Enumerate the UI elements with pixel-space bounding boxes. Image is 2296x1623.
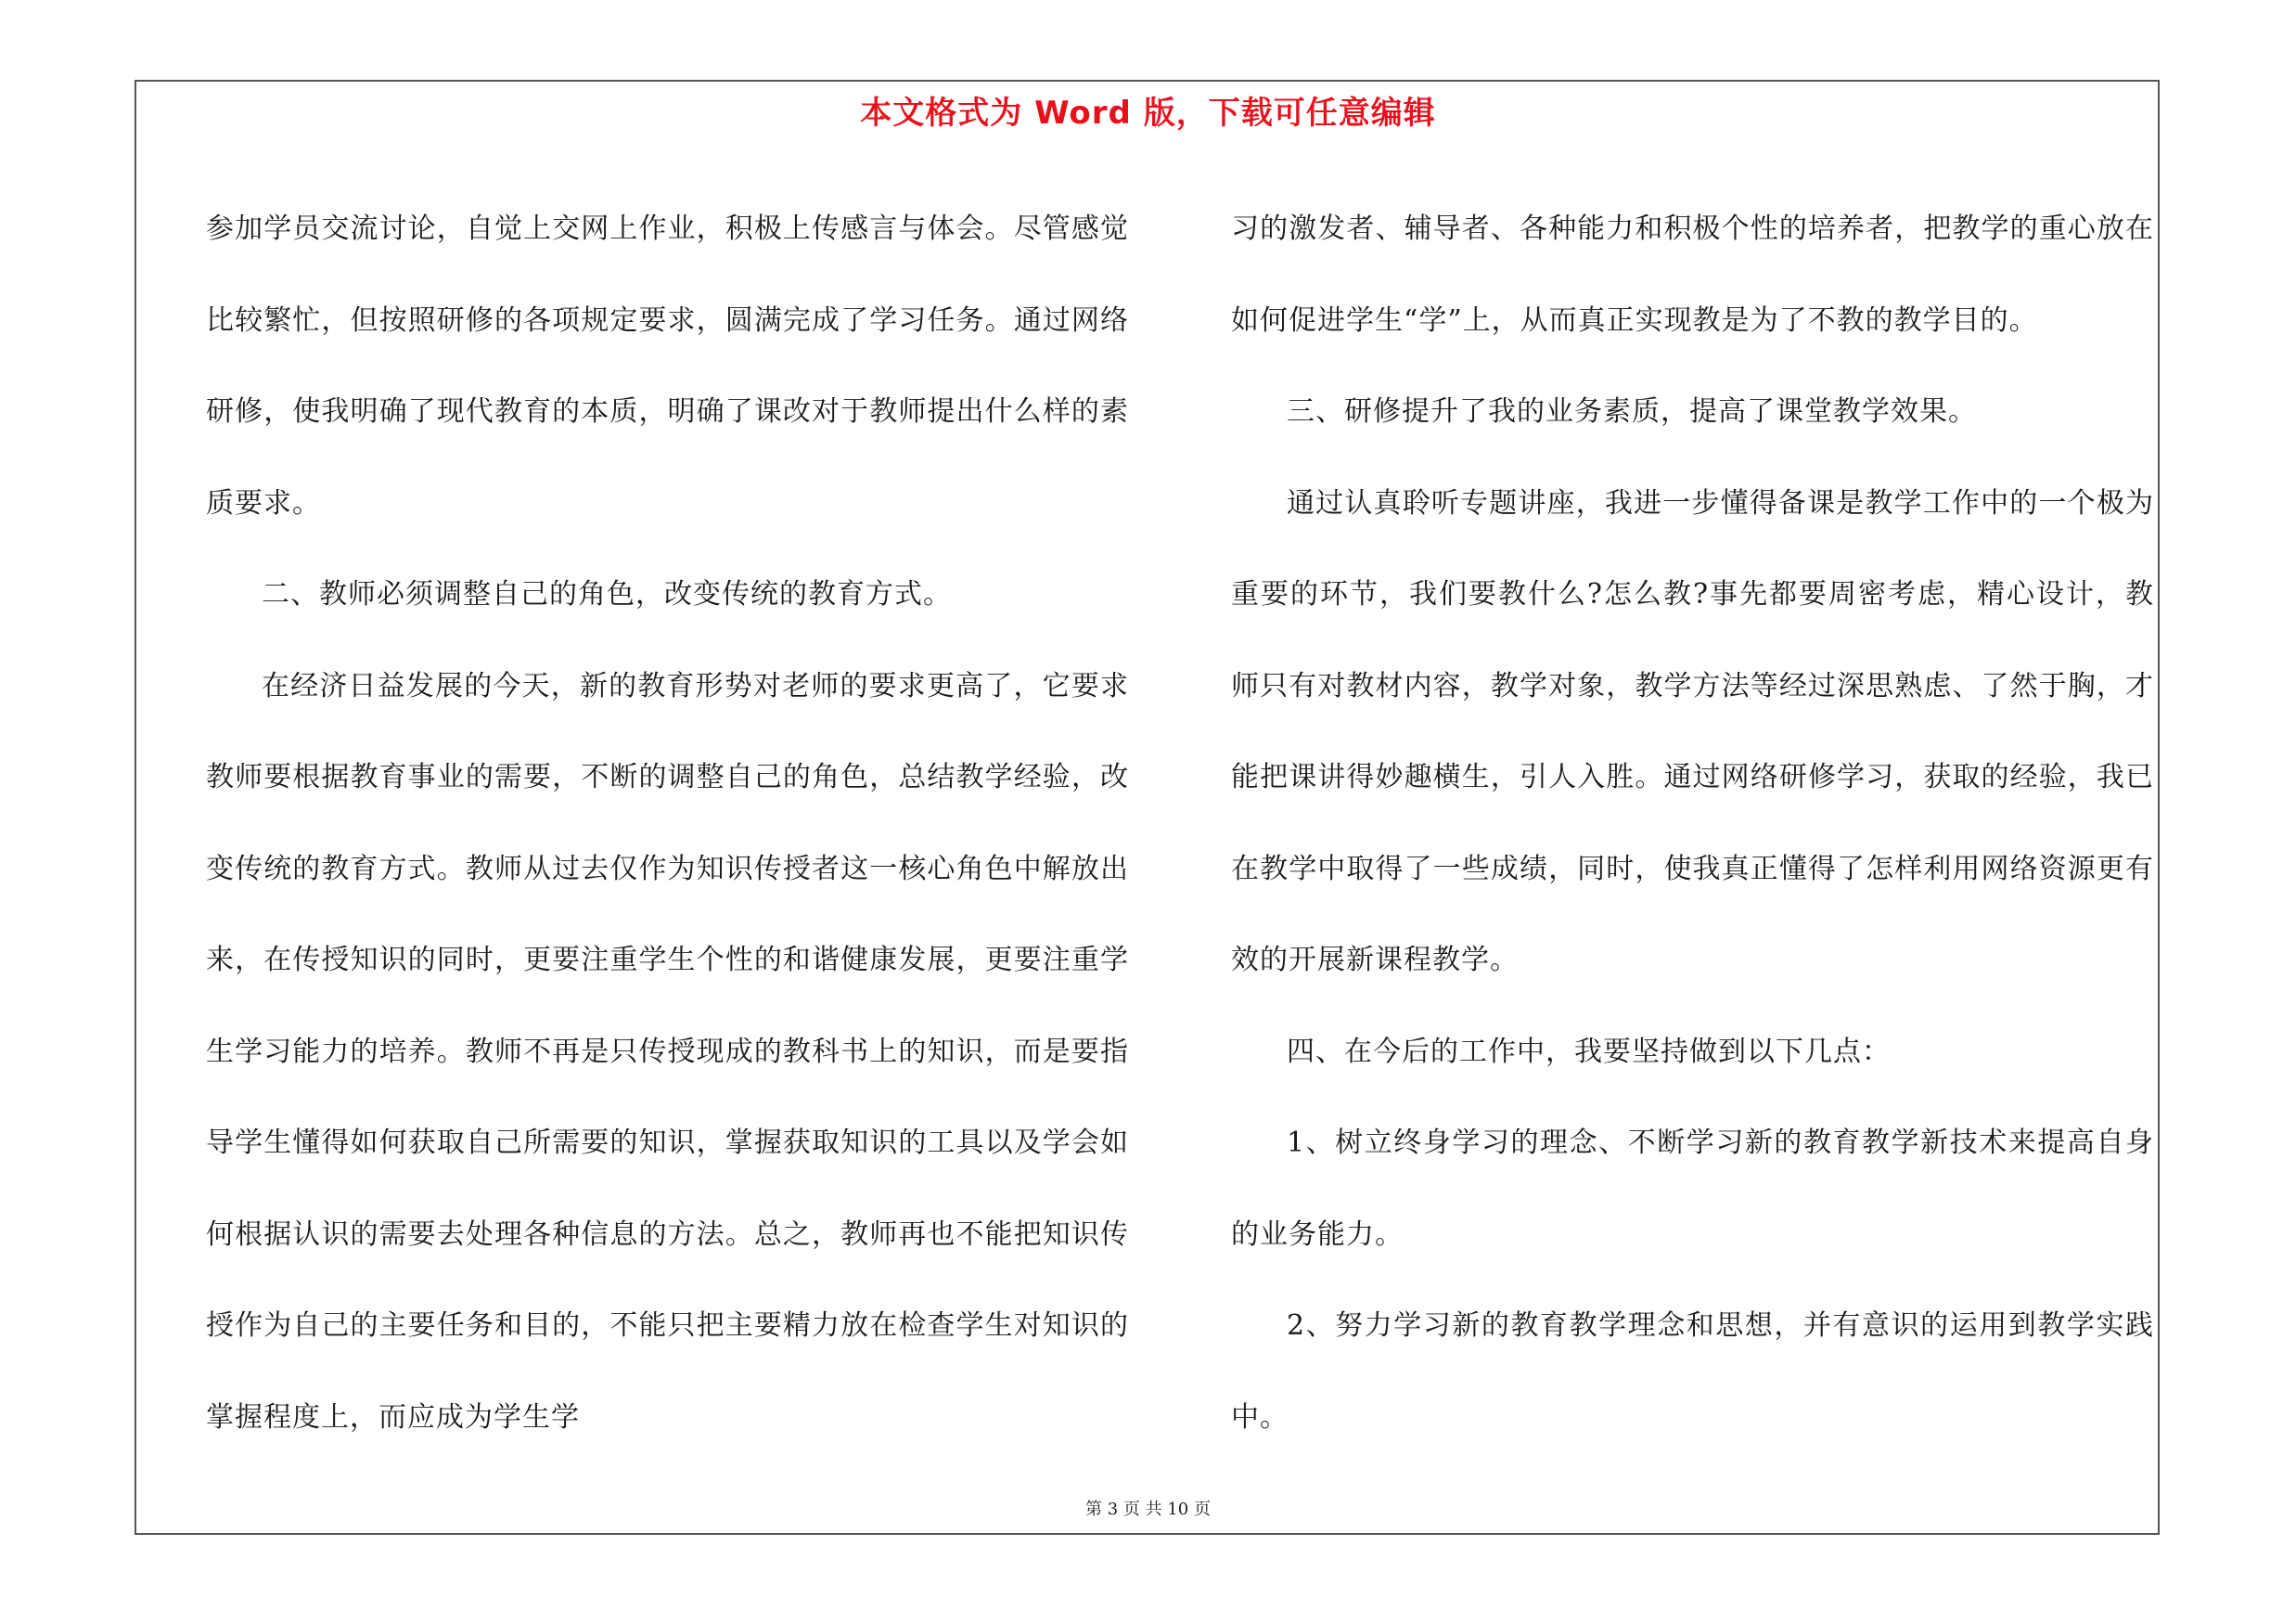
list-item: 2、努力学习新的教育教学理念和思想，并有意识的运用到教学实践中。 (1231, 1309, 2154, 1434)
section-heading: 三、研修提升了我的业务素质，提高了课堂教学效果。 (1287, 395, 1977, 428)
paragraph: 在经济日益发展的今天，新的教育形势对老师的要求更高了，它要求教师要根据教育事业的需要，不断的调整自己的角色，总结教学经验，改变传统的教育方式。教师从过去仅作为知识传授者这一核心角色中解放出来，在传授知识的同时，更要注重学生个性的和谐健康发展，更要注重学生学习能力的培养。教师不再是只传授现成的教科书上的知识，而是要指导学生懂得如何获取自己所需要的知识，掌握获取知识的工具以及学会如何根据认识的需要去处理各种信息的方法。总之，教师再也不能把知识传授作为自己的主要任务和目的，不能只把主要精力放在检查学生对知识的掌握程度上，而应成为学生学 (206, 669, 1129, 1434)
page-number: 第 3 页 共 10 页 (1085, 1500, 1211, 1519)
paragraph: 参加学员交流讨论，自觉上交网上作业，积极上传感言与体会。尽管感觉比较繁忙，但按照研修的各项规定要求，圆满完成了学习任务。通过网络研修，使我明确了现代教育的本质，明确了课改对于教师提出什么样的素质要求。 (206, 213, 1129, 520)
left-text-column (206, 184, 1129, 1463)
list-item: 1、树立终身学习的理念、不断学习新的教育教学新技术来提高自身的业务能力。 (1231, 1127, 2154, 1251)
section-heading: 二、教师必须调整自己的角色，改变传统的教育方式。 (262, 578, 952, 611)
paragraph: 习的激发者、辅导者、各种能力和积极个性的培养者，把教学的重心放在如何促进学生“学”上，从而真正实现教是为了不教的教学目的。 (1231, 213, 2154, 337)
word-format-banner: 本文格式为 Word 版，下载可任意编辑 (860, 95, 1436, 132)
right-text-column (1231, 184, 2154, 1463)
paragraph: 通过认真聆听专题讲座，我进一步懂得备课是教学工作中的一个极为重要的环节，我们要教什么?怎么教?事先都要周密考虑，精心设计，教师只有对教材内容，教学对象，教学方法等经过深思熟虑、了然于胸，才能把课讲得妙趣横生，引人入胜。通过网络研修学习，获取的经验，我已在教学中取得了一些成绩，同时，使我真正懂得了怎样利用网络资源更有效的开展新课程教学。 (1231, 486, 2154, 976)
section-heading: 四、在今后的工作中，我要坚持做到以下几点： (1287, 1035, 1891, 1068)
